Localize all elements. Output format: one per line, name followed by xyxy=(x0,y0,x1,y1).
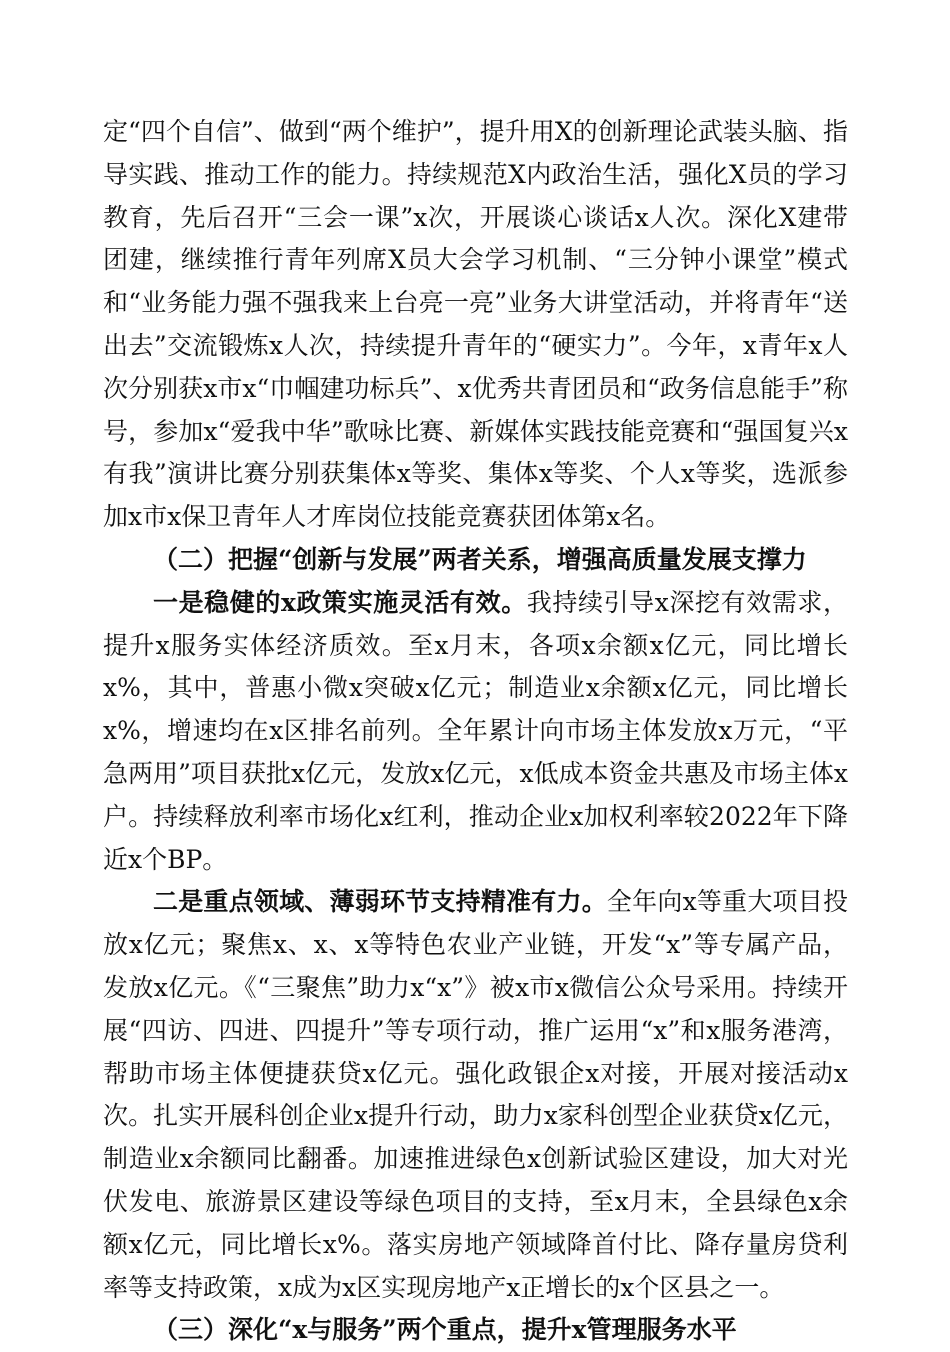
paragraph-party-building: 定“四个自信”、做到“两个维护”，提升用X的创新理论武装头脑、指导实践、推动工作的能力。持续规范X内政治生活，强化X员的学习教育，先后召开“三会一课”x次，开展谈心谈话x人次。深化X建带团建，继续推行青年列席X员大会学习机制、“三分钟小课堂”模式和“业务能力强不强我来上台亮一亮”业务大讲堂活动，并将青年“送出去”交流锻炼x人次，持续提升青年的“硬实力”。今年，x青年x人次分别获x市x“巾帼建功标兵”、x优秀共青团员和“政务信息能手”称号，参加x“爱我中华”歌咏比赛、新媒体实践技能竞赛和“强国复兴x有我”演讲比赛分别获集体x等奖、集体x等奖、个人x等奖，选派参加x市x保卫青年人才库岗位技能竞赛获团体第x名。 xyxy=(103,117,848,532)
paragraph-policy xyxy=(103,582,848,882)
paragraph-key-areas xyxy=(103,881,848,1309)
paragraph-lead-text: 一是稳健的x政策实施灵活有效。 xyxy=(153,587,527,617)
section-heading-2: （二）把握“创新与发展”两者关系，增强高质量发展支撑力 xyxy=(153,544,807,574)
document-body xyxy=(103,111,848,1352)
paragraph-body-text: 全年向x等重大项目投放x亿元；聚焦x、x、x等特色农业产业链，开发“x”等专属产品，发放x亿元。《“三聚焦”助力x“x”》被x市x微信公众号采用。持续开展“四访、四进、四提升”等专项行动，推广运用“x”和x服务港湾，帮助市场主体便捷获贷x亿元。强化政银企x对接，开展对接活动x次。扎实开展科创企业x提升行动，助力x家科创型企业获贷x亿元，制造业x余额同比翻番。加速推进绿色x创新试验区建设，加大对光伏发电、旅游景区建设等绿色项目的支持，至x月末，全县绿色x余额x亿元，同比增长x%。落实房地产领域降首付比、降存量房贷利率等支持政策，x成为x区实现房地产x正增长的x个区县之一。 xyxy=(103,887,848,1302)
paragraph-body-text: 我持续引导x深挖有效需求，提升x服务实体经济质效。至x月末，各项x余额x亿元，同比增长x%，其中，普惠小微x突破x亿元；制造业x余额x亿元，同比增长x%，增速均在x区排名前列。全年累计向市场主体发放x万元，“平急两用”项目获批x亿元，发放x亿元，x低成本资金共惠及市场主体x户。持续释放利率市场化x红利，推动企业x加权利率较2022年下降近x个BP。 xyxy=(103,587,849,874)
paragraph-lead-text: 二是重点领域、薄弱环节支持精准有力。 xyxy=(153,887,607,917)
section-heading-3: （三）深化“x与服务”两个重点，提升x管理服务水平 xyxy=(153,1315,737,1345)
